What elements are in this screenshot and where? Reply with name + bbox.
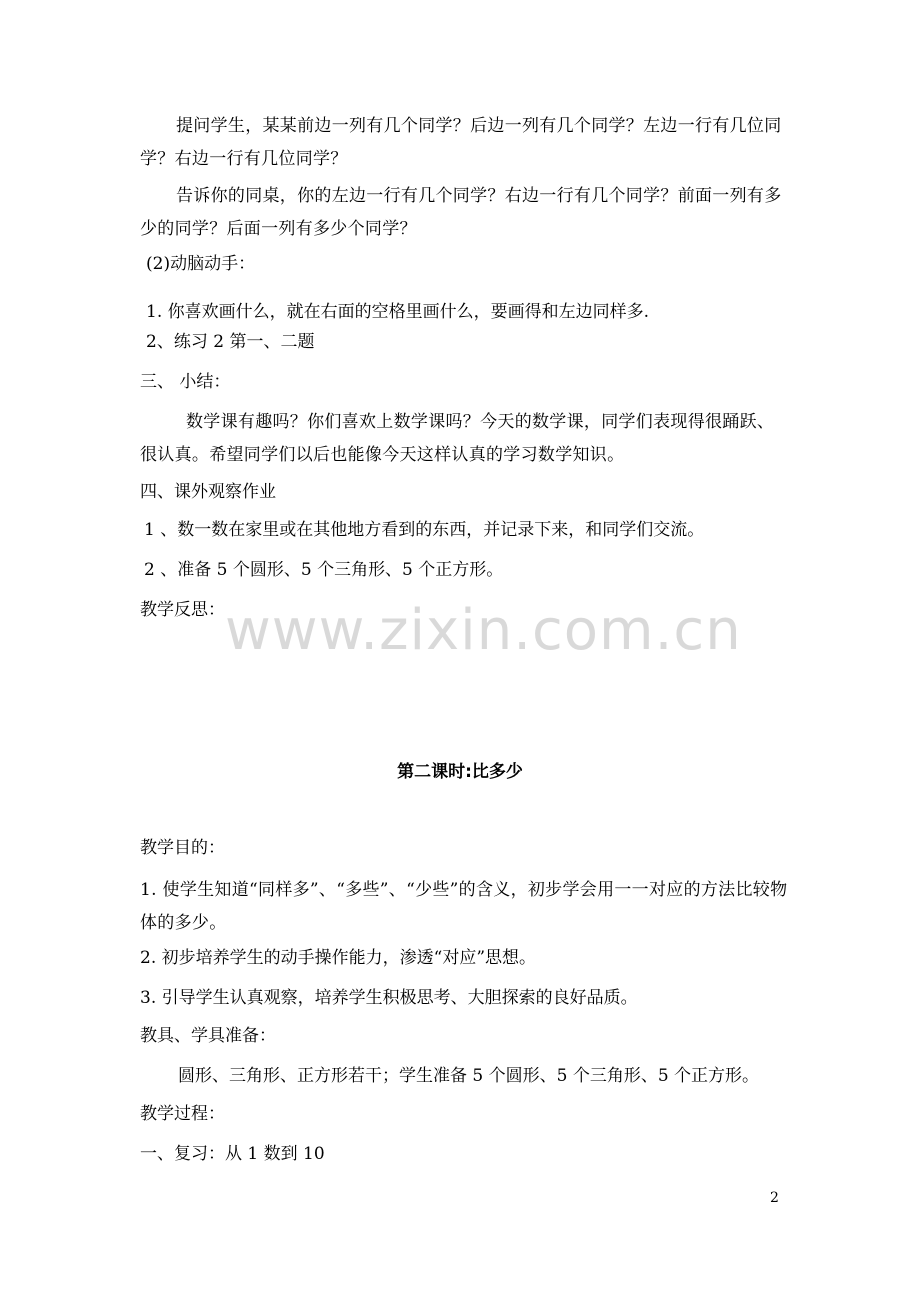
heading-teaching-process: 教学过程： bbox=[140, 1104, 225, 1124]
lesson-title: 第二课时:比多少 bbox=[397, 762, 523, 782]
list-item-count: 1 、数一数在家里或在其他地方看到的东西，并记录下来，和同学们交流。 bbox=[144, 520, 705, 540]
paragraph-summary: 数学课有趣吗？你们喜欢上数学课吗？今天的数学课，同学们表现得很踊跃、很认真。希望同学们以后也能像今天这样认真的学习数学知识。 bbox=[140, 412, 775, 465]
heading-materials: 教具、学具准备： bbox=[140, 1026, 276, 1046]
heading-reflection: 教学反思： bbox=[140, 600, 225, 620]
goal-item-3: 3. 引导学生认真观察，培养学生积极思考、大胆探索的良好品质。 bbox=[140, 988, 638, 1008]
review-item: 一、复习：从 1 数到 10 bbox=[140, 1144, 325, 1164]
section-hands-on: (2)动脑动手： bbox=[146, 254, 256, 274]
materials-text: 圆形、三角形、正方形若干；学生准备 5 个圆形、5 个三角形、5 个正方形。 bbox=[178, 1066, 760, 1086]
watermark: www.zixin.com.cn bbox=[225, 598, 742, 663]
goal-item-1: 1. 使学生知道“同样多”、“多些”、“少些”的含义，初步学会用一一对应的方法比较物体的多少。 bbox=[140, 880, 788, 933]
page-number: 2 bbox=[770, 1190, 779, 1206]
list-item-draw: 1. 你喜欢画什么，就在右面的空格里画什么，要画得和左边同样多. bbox=[146, 302, 650, 322]
heading-teaching-goals: 教学目的： bbox=[140, 838, 225, 858]
paragraph-question-students: 提问学生，某某前边一列有几个同学？后边一列有几个同学？左边一行有几位同学？右边一行有几位同学？ bbox=[140, 116, 782, 169]
heading-summary: 三、 小结： bbox=[140, 372, 231, 392]
list-item-prepare: 2 、准备 5 个圆形、5 个三角形、5 个正方形。 bbox=[144, 560, 504, 580]
goal-item-2: 2. 初步培养学生的动手操作能力，渗透“对应”思想。 bbox=[140, 948, 537, 968]
list-item-exercise: 2、练习 2 第一、二题 bbox=[146, 332, 315, 352]
heading-homework: 四、课外观察作业 bbox=[140, 482, 276, 502]
paragraph-tell-deskmate: 告诉你的同桌，你的左边一行有几个同学？右边一行有几个同学？前面一列有多少的同学？后面一列有多少个同学？ bbox=[140, 186, 782, 239]
